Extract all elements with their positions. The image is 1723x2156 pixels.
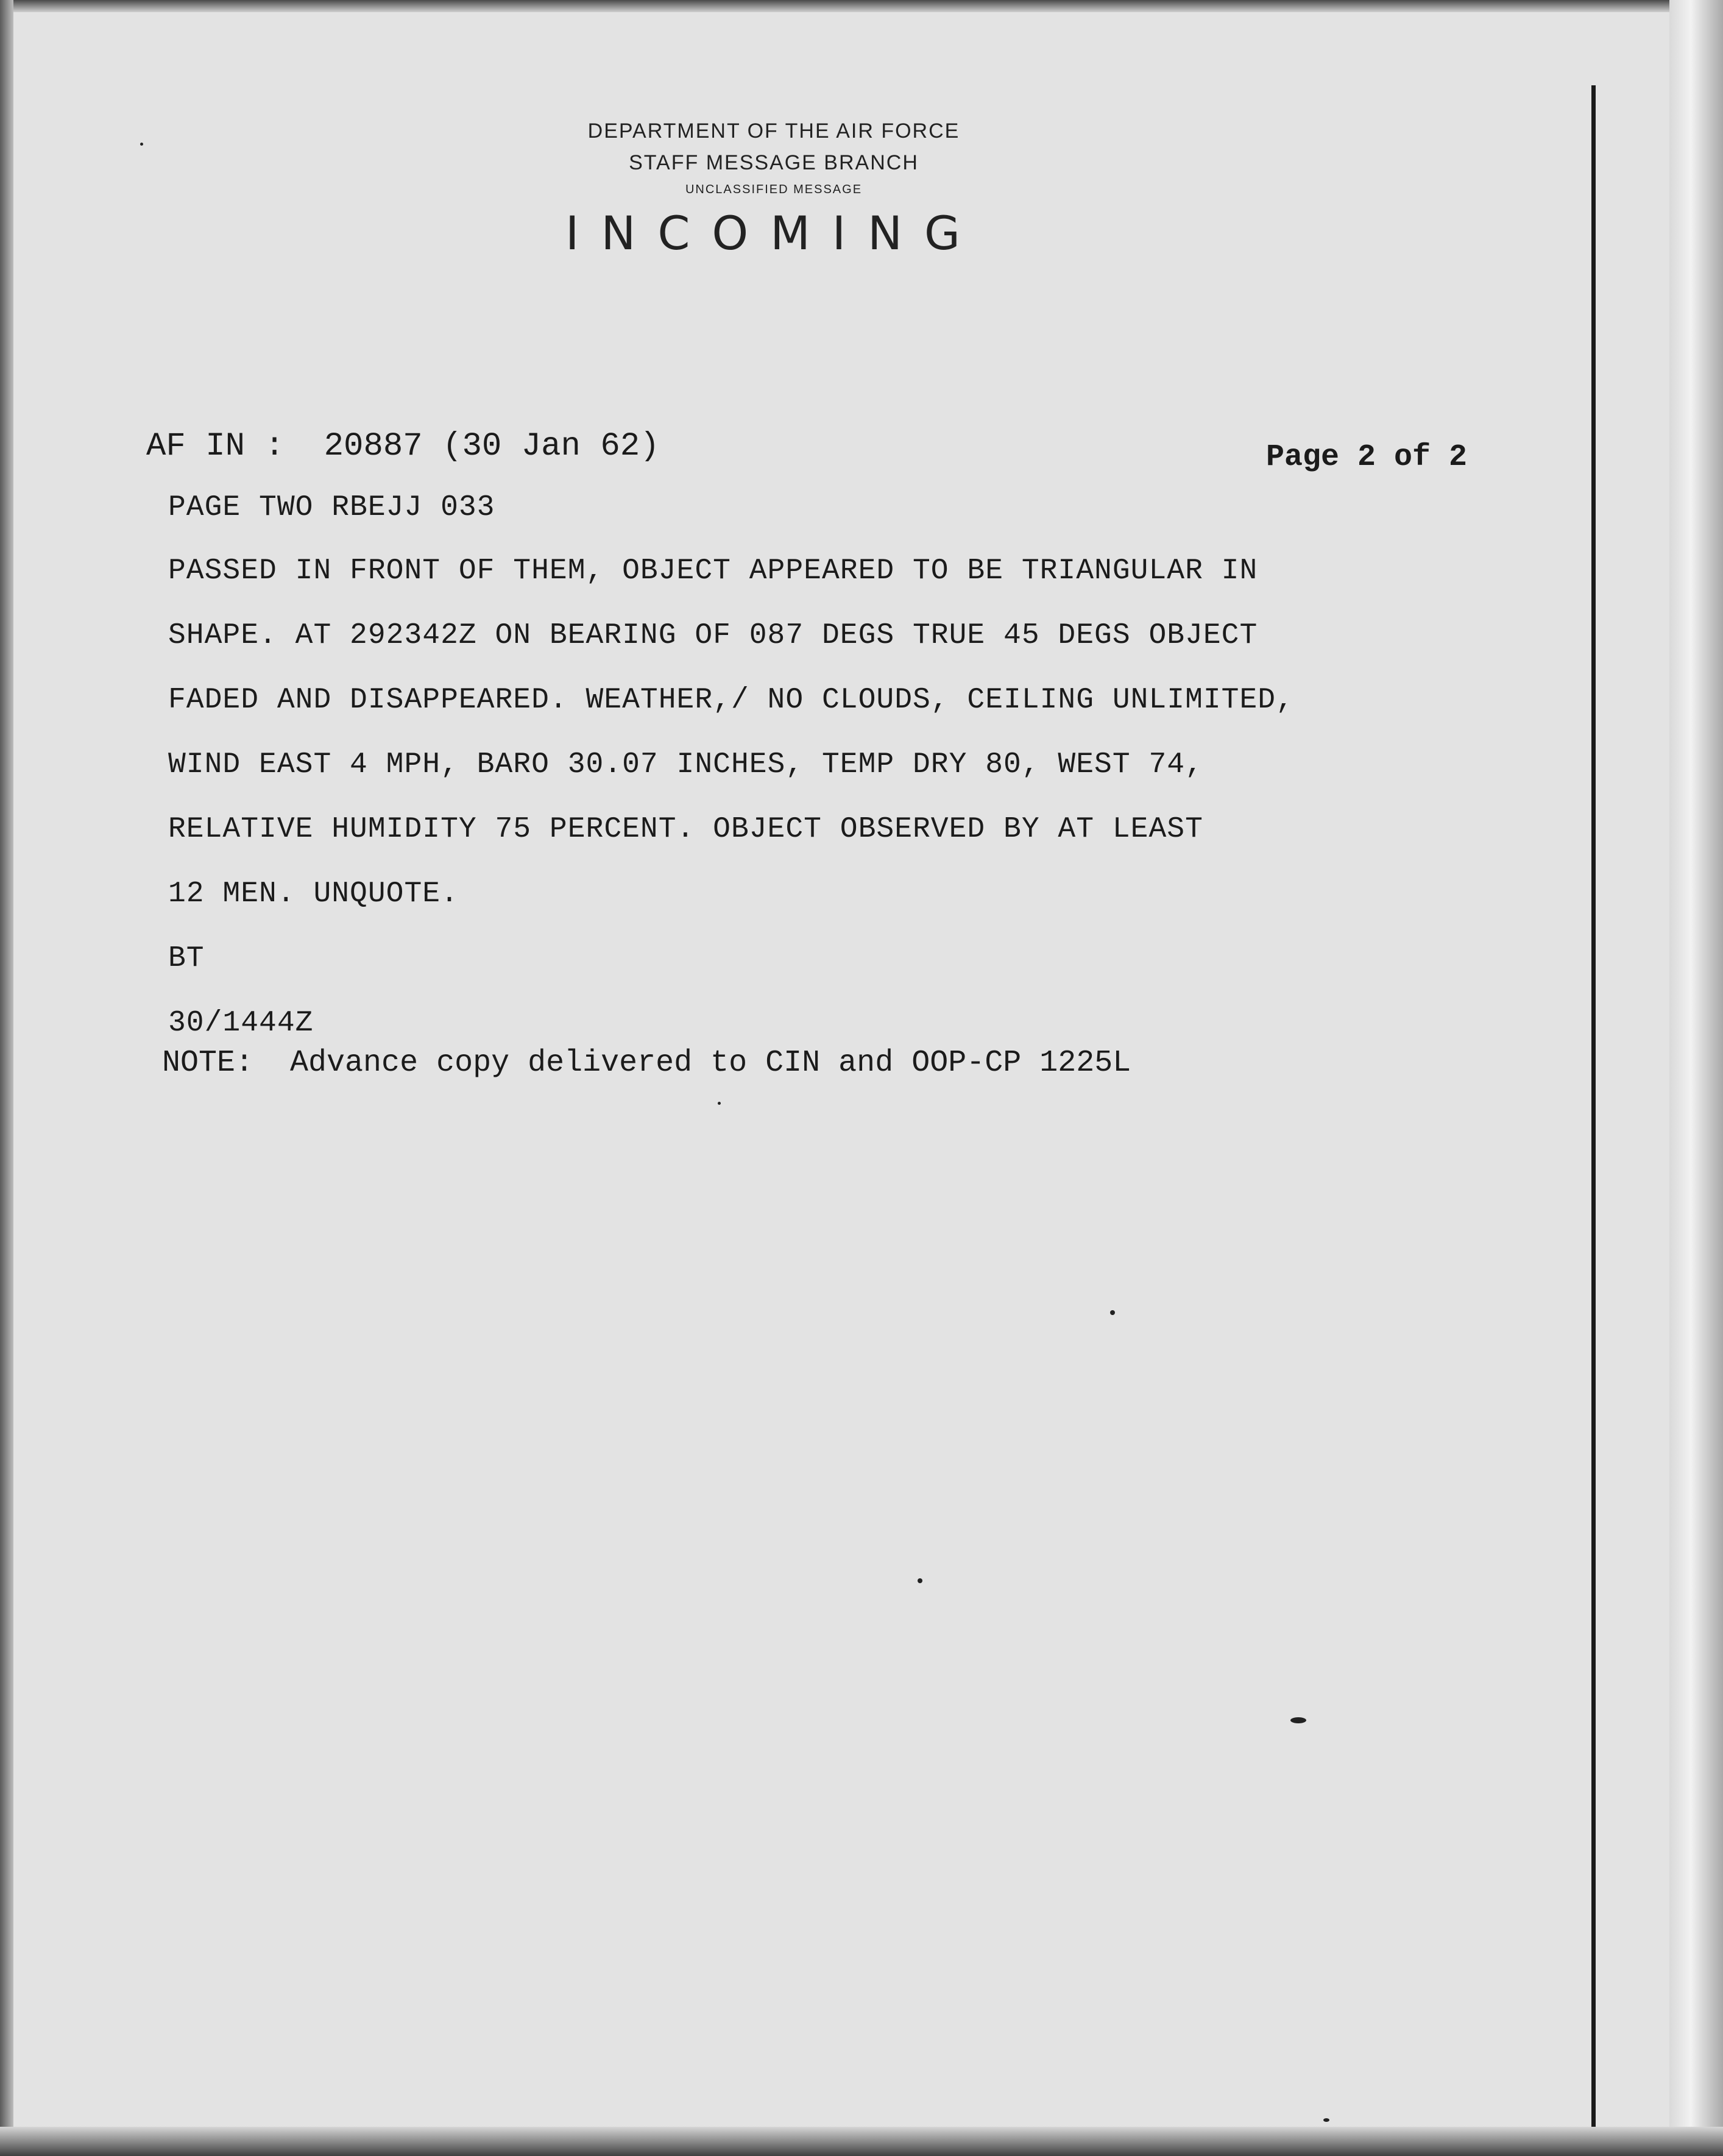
scan-speck	[718, 1102, 721, 1105]
message-line: 30/1444Z	[168, 1007, 314, 1040]
message-line: FADED AND DISAPPEARED. WEATHER,/ NO CLOUDS, CEILING UNLIMITED,	[168, 684, 1294, 717]
scan-frame-bottom	[0, 2127, 1723, 2156]
message-line: WIND EAST 4 MPH, BARO 30.07 INCHES, TEMP DRY 80, WEST 74,	[168, 748, 1203, 781]
department-heading: DEPARTMENT OF THE AIR FORCE	[587, 119, 960, 143]
delivery-note: NOTE: Advance copy delivered to CIN and OOP-CP 1225L	[162, 1046, 1131, 1080]
message-line: 12 MEN. UNQUOTE.	[168, 878, 459, 910]
scan-frame-right	[1669, 0, 1723, 2156]
message-line: PAGE TWO RBEJJ 033	[168, 491, 495, 524]
page-indicator: Page 2 of 2	[1266, 440, 1468, 475]
message-line: SHAPE. AT 292342Z ON BEARING OF 087 DEGS TRUE 45 DEGS OBJECT	[168, 619, 1258, 652]
message-line: PASSED IN FRONT OF THEM, OBJECT APPEARED TO BE TRIANGULAR IN	[168, 555, 1258, 587]
scan-frame-left	[0, 0, 13, 2156]
message-line: BT	[168, 942, 205, 975]
classification-label: UNCLASSIFIED MESSAGE	[685, 183, 863, 196]
scan-speck	[918, 1578, 922, 1583]
scan-frame-top	[0, 0, 1723, 12]
scan-speck	[1290, 1717, 1306, 1723]
message-direction-title: INCOMING	[565, 206, 982, 260]
scan-speck	[1110, 1310, 1115, 1315]
branch-heading: STAFF MESSAGE BRANCH	[629, 151, 919, 174]
scan-speck	[1323, 2118, 1329, 2122]
message-reference: AF IN : 20887 (30 Jan 62)	[146, 428, 660, 465]
scan-speck	[140, 143, 143, 146]
message-line: RELATIVE HUMIDITY 75 PERCENT. OBJECT OBSERVED BY AT LEAST	[168, 813, 1203, 846]
margin-rule	[1591, 85, 1596, 2127]
